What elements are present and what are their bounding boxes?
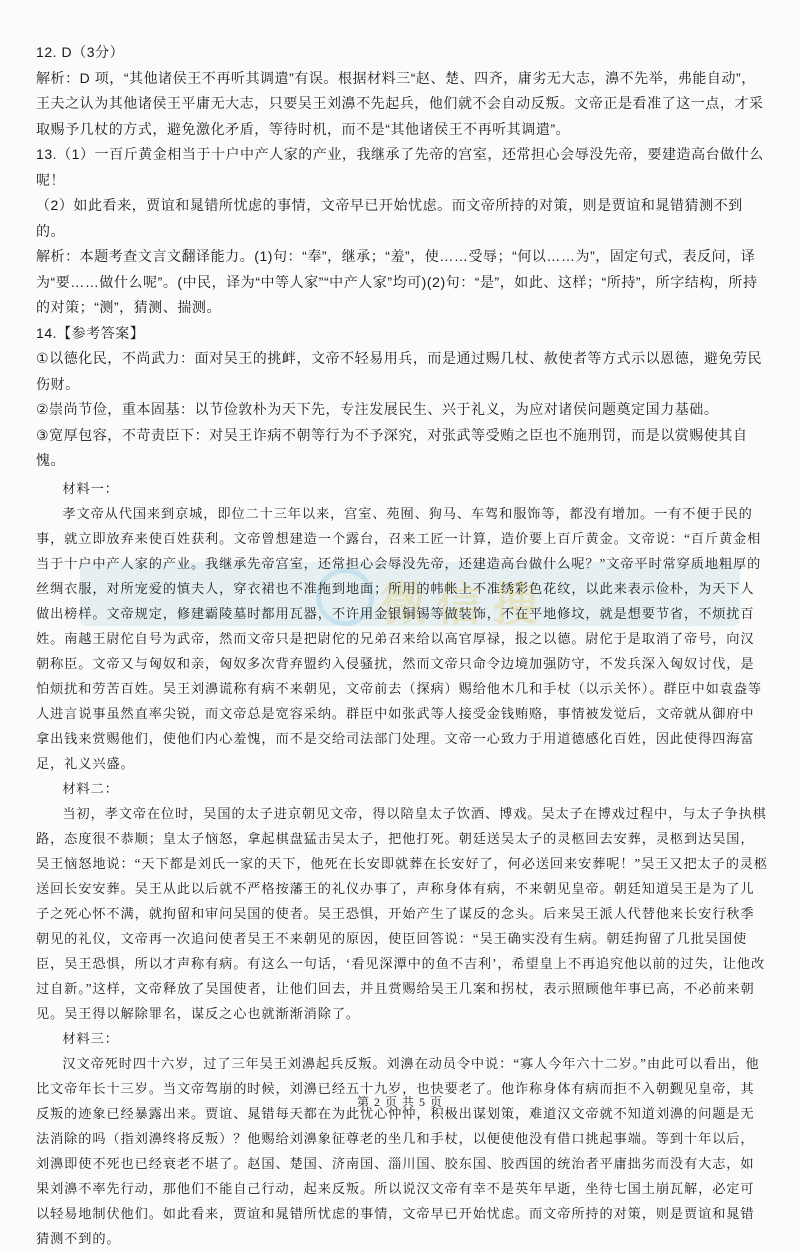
q14-answer-2: ②崇尚节俭，重本固基：以节俭敦朴为天下先，专注发展民生、兴于礼义，为应对诸侯问题奠定国力基础。 — [36, 401, 719, 417]
watermark-text: 微信搜 — [380, 577, 548, 631]
q14-answer-3: ③宽厚包容，不苛责臣下：对吴王诈病不朝等行为不予深究，对张武等受贿之臣也不施刑罚，而是以赏赐使其自愧。 — [36, 426, 748, 468]
material-1-text: 孝文帝从代国来到京城，即位二十三年以来，宫室、苑囿、狗马、车驾和服饰等，都没有增加。一有不便于民的事，就立即放弃来使百姓获利。文帝曾想建造一个露台，召来工匠一计算，造价要上百斤黄金。文帝说：“百斤黄金相当于十户中产人家的产业。我继承先帝宫室，还常担心会辱没先帝，还建造高台做什么呢？”文帝平时常穿质地粗厚的丝绸衣服，对所宠爱的慎夫人，穿衣裙也不准拖到地面；所用的帏帐上不准绣彩色花纹，以此来表示俭朴，为天下人做出榜样。文帝规定，修建霸陵墓时都用瓦器，不许用金银铜锡等做装饰，不在平地修坟，就是想要节省，不烦扰百姓。南越王尉佗自号为武帝，然而文帝只是把尉佗的兄弟召来给以高官厚禄，报之以德。尉佗于是取消了帝号，向汉朝称臣。文帝又与匈奴和亲，匈奴多次背弃盟约入侵骚扰，然而文帝只命令边境加强防守，不发兵深入匈奴讨伐，是怕烦扰和劳苦百姓。吴王刘濞谎称有病不来朝见，文帝前去（探病）赐给他木几和手杖（以示关怀）。群臣中如袁盎等人进言说事虽然直率尖锐，而文帝总是宽容采纳。群臣中如张武等人接受金钱贿赂，事情被发觉后，文帝就从御府中拿出钱来赏赐他们，使他们内心羞愧，而不是交给司法部门处理。文帝一心致力于用道德感化百姓，因此使得四海富足，礼义兴盛。 — [36, 505, 762, 771]
material-2-heading: 材料二： — [62, 780, 119, 796]
material-1-heading: 材料一： — [62, 480, 119, 496]
q13-analysis: 解析：本题考查文言文翻译能力。(1)句：“奉”，继承；“羞”，使……受辱；“何以……为”，固定句式，表反问，译为“要……做什么呢”。(中民，译为“中等人家”“中产人家”均可)(2)句：“是”，如此、这样；“所持”，所字结构，所持的对策；“测”，猜测、揣测。 — [36, 248, 758, 315]
q13-translation-1: 13.（1）一百斤黄金相当于十户中产人家的产业，我继承了先帝的宫室，还常担心会辱没先帝，要建造高台做什么呢！ — [36, 146, 764, 188]
material-3-text: 汉文帝死时四十六岁，过了三年吴王刘濞起兵反叛。刘濞在动员令中说：“寡人今年六十二岁。”由此可以看出，他比文帝年长十三岁。当文帝驾崩的时候，刘濞已经五十九岁，也快要老了。他诈称身体有病而拒不入朝觐见皇帝，其反叛的迹象已经暴露出来。贾谊、晁错每天都在为此忧心忡忡，积极出谋划策，难道汉文帝就不知道刘濞的问题是无法消除的吗（指刘濞终将反叛）？他赐给刘濞象征尊老的坐几和手杖，以便使他没有借口挑起事端。等到十年以后，刘濞即使不死也已经衰老不堪了。赵国、楚国、济南国、淄川国、胶东国、胶西国的统治者平庸拙劣而没有大志，如果刘濞不率先行动，那他们不能自己行动，起来反叛。所以说汉文帝有幸不是英年早逝，坐待七国土崩瓦解，必定可以轻易地制伏他们。如此看来，贾谊和晁错所忧虑的事情，文帝早已开始忧虑。而文帝所持的对策，则是贾谊和晁错猜测不到的。 — [36, 1055, 760, 1246]
page-footer: 第 2 页 共 5 页 — [356, 1095, 443, 1109]
q13-translation-2: （2）如此看来，贾谊和晁错所忧虑的事情，文帝早已开始忧虑。而文帝所持的对策，则是贾谊和晁错猜测不到的。 — [36, 197, 743, 239]
q12-analysis: 解析：D 项，“其他诸侯王不再听其调遣”有误。根据材料三“赵、楚、四齐，庸劣无大志，濞不先举，弗能自动”，王夫之认为其他诸侯王平庸无大志，只要吴王刘濞不先起兵，他们就不会自动反叛。文帝正是看准了这一点，才采取赐予几杖的方式，避免激化矛盾，等待时机，而不是“其他诸侯王不再听其调遣”。 — [36, 69, 764, 137]
material-3-heading: 材料三： — [62, 1030, 119, 1046]
answer-page — [36, 40, 768, 1251]
q14-answer-1: ①以德化民，不尚武力：面对吴王的挑衅，文帝不轻易用兵，而是通过赐几杖、赦使者等方式示以恩德，避免劳民伤财。 — [36, 350, 763, 392]
material-2-text: 当初，孝文帝在位时，吴国的太子进京朝见文帝，得以陪皇太子饮酒、博戏。吴太子在博戏过程中，与太子争执棋路，态度很不恭顺；皇太子恼怒，拿起棋盘猛击吴太子，把他打死。朝廷送吴太子的灵柩回去安葬，灵柩到达吴国，吴王恼怒地说：“天下都是刘氏一家的天下，他死在长安即就葬在长安好了，何必送回来安葬呢！”吴王又把太子的灵柩送回长安安葬。吴王从此以后就不严格按藩王的礼仪办事了，声称身体有病，不来朝见皇帝。朝廷知道吴王是为了儿子之死心怀不满，就拘留和审问吴国的使者。吴王恐惧，开始产生了谋反的念头。后来吴王派人代替他来长安行秋季朝见的礼仪，文帝再一次追问使者吴王不来朝见的原因，使臣回答说：“吴王确实没有生病。朝廷拘留了几批吴国使臣，吴王恐惧，所以才声称有病。有这么一句话，‘看见深潭中的鱼不吉利’，希望皇上不再追究他以前的过失，让他改过自新。”这样，文帝释放了吴国使者，让他们回去，并且赏赐给吴王几案和拐杖，表示照顾他年事已高，不必前来朝见。吴王得以解除罪名，谋反之心也就渐渐消除了。 — [36, 805, 768, 1021]
q12-title: 12. D（3分） — [36, 44, 125, 60]
q14-title: 14.【参考答案】 — [36, 324, 145, 341]
